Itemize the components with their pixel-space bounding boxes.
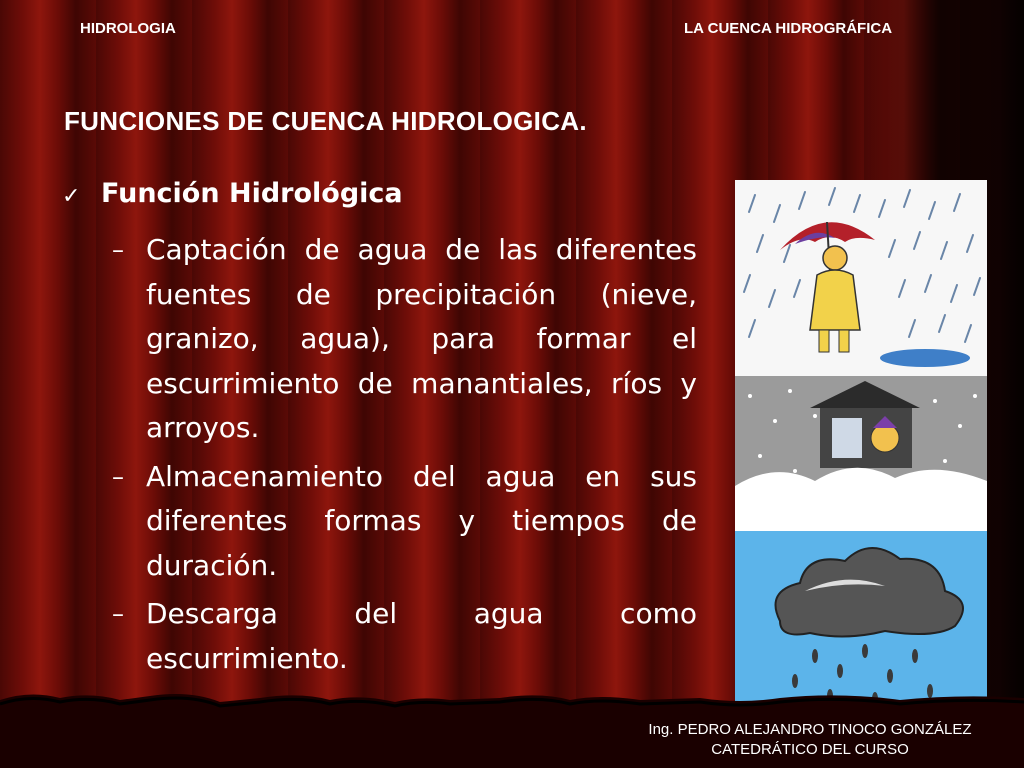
- level1-heading: Función Hidrológica: [101, 178, 403, 209]
- snow-house-illustration: [735, 376, 987, 531]
- bullet-list: [112, 228, 697, 685]
- illustration-column: [735, 180, 987, 710]
- bullet-item: [112, 228, 697, 451]
- rain-umbrella-illustration: [735, 180, 987, 376]
- header-right-label: LA CUENCA HIDROGRÁFICA: [684, 20, 893, 37]
- dash-icon: –: [112, 236, 124, 264]
- slide-title: FUNCIONES DE CUENCA HIDROLOGICA.: [64, 106, 587, 136]
- footer-name: Ing. PEDRO ALEJANDRO TINOCO GONZÁLEZ: [648, 721, 972, 738]
- bullet-text: Captación de agua de las diferentes fuentes de precipitación (nieve, granizo, agua), para formar el escurrimiento de manantiales, ríos y arroyos.: [146, 233, 697, 444]
- footer-credit: [605, 720, 1015, 760]
- header-left-label: HIDROLOGIA: [80, 20, 176, 37]
- dash-icon: –: [112, 600, 124, 628]
- bullet-text: Descarga del agua como escurrimiento.: [146, 597, 697, 675]
- rain-cloud-illustration: [735, 531, 987, 710]
- check-icon: ✓: [62, 183, 81, 208]
- dash-icon: –: [112, 462, 124, 491]
- bullet-text: Almacenamiento del agua en sus diferentes formas y tiempos de duración.: [146, 459, 697, 582]
- bullet-item: [112, 592, 697, 681]
- footer-role: CATEDRÁTICO DEL CURSO: [711, 741, 909, 758]
- bullet-item: [112, 455, 697, 589]
